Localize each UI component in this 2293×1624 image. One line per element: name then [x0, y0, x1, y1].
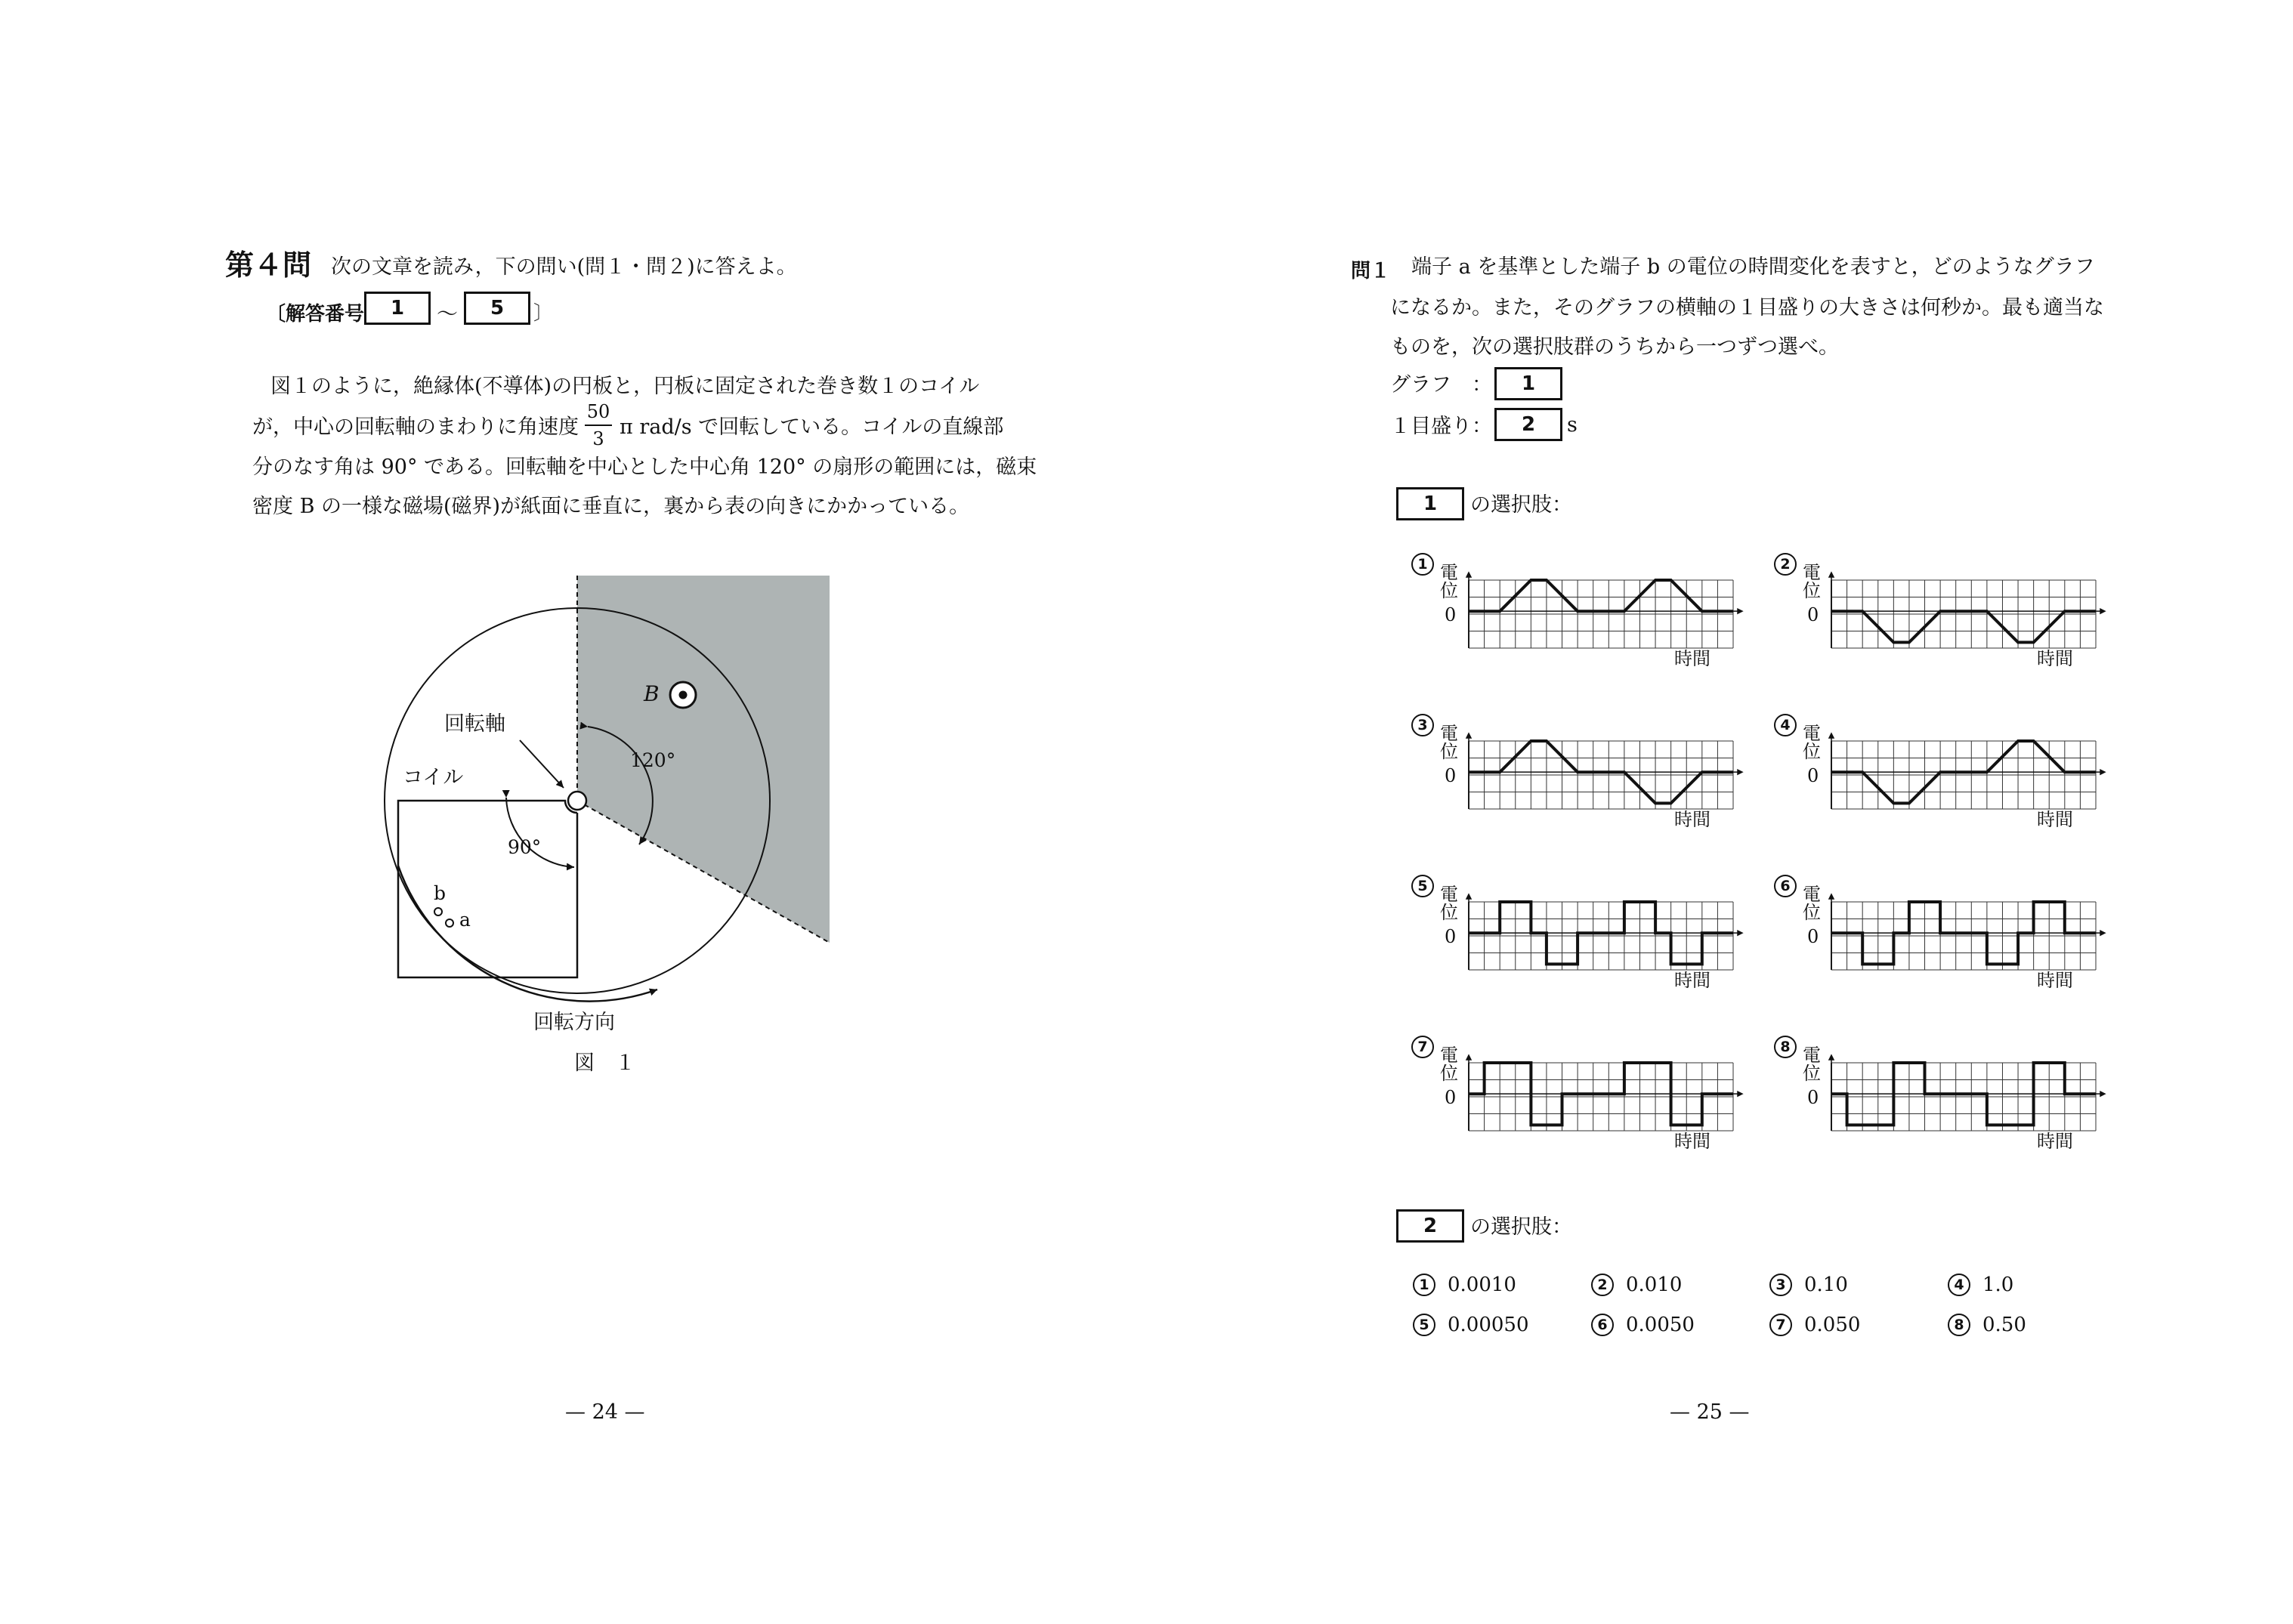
- choices1-box: 1: [1396, 487, 1464, 520]
- graph-x-label: 時間: [1674, 809, 1710, 830]
- graph-x-label: 時間: [1674, 648, 1710, 669]
- label-terminal-b: b: [434, 882, 447, 904]
- graph-plot: [1411, 875, 1766, 1003]
- graph-zero-label: 0: [1807, 926, 1819, 947]
- graph-y-label-2: 位: [1440, 741, 1458, 762]
- graph-y-label-1: 電: [1803, 1045, 1821, 1066]
- graph-y-label-1: 電: [1440, 562, 1458, 583]
- graph-answer-box: 1: [1494, 367, 1562, 400]
- graph-y-label-1: 電: [1803, 562, 1821, 583]
- graph-x-label: 時間: [2037, 1131, 2073, 1152]
- page-number-left: — 24 —: [565, 1400, 645, 1424]
- answer-range-close: 〕: [533, 302, 554, 325]
- graph-x-label: 時間: [2037, 809, 2073, 830]
- answer-box-5: 5: [464, 292, 530, 325]
- waveform: [1831, 611, 2096, 642]
- scale-unit: s: [1567, 413, 1578, 437]
- scale-option-value: 0.50: [1982, 1314, 2026, 1336]
- graph-zero-label: 0: [1445, 604, 1457, 625]
- scale-option-value: 0.010: [1626, 1274, 1683, 1296]
- graph-plot: [1774, 875, 2129, 1003]
- graph-option-4: [1774, 714, 2129, 842]
- graph-x-label: 時間: [1674, 1131, 1710, 1152]
- scale-option-number: 2: [1591, 1274, 1614, 1296]
- scale-answer-label: １目盛り：: [1390, 415, 1492, 438]
- graph-option-2: [1774, 553, 2129, 681]
- graph-y-label-2: 位: [1440, 902, 1458, 923]
- graph-x-label: 時間: [2037, 648, 2073, 669]
- scale-option-number: 5: [1413, 1314, 1435, 1336]
- graph-zero-label: 0: [1445, 926, 1457, 947]
- graph-zero-label: 0: [1807, 1087, 1819, 1108]
- body-line-1: 図１のように，絶縁体(不導体)の円板と，円板に固定された巻き数１のコイル: [270, 375, 980, 398]
- scale-option-number: 3: [1769, 1274, 1792, 1296]
- scale-option-value: 0.0050: [1626, 1314, 1695, 1336]
- label-terminal-a: a: [459, 909, 471, 931]
- graph-y-label-2: 位: [1803, 902, 1821, 923]
- scale-option-value: 0.10: [1804, 1274, 1848, 1296]
- figure-caption: 図 １: [574, 1051, 635, 1075]
- graph-y-label-2: 位: [1803, 580, 1821, 601]
- graph-y-label-1: 電: [1803, 723, 1821, 744]
- answer-range-tilde: 〜: [437, 301, 459, 326]
- label-angle-90: 90°: [508, 836, 542, 858]
- graph-plot: [1774, 553, 2129, 681]
- graph-option-number: 6: [1774, 875, 1797, 897]
- scale-option-value: 0.050: [1804, 1314, 1861, 1336]
- terminal-b: [434, 908, 442, 915]
- graph-option-number: 5: [1411, 875, 1434, 897]
- waveform: [1469, 580, 1733, 611]
- graph-y-label-2: 位: [1803, 1063, 1821, 1084]
- label-rotation-direction: 回転方向: [533, 1011, 615, 1034]
- answer-range-open: 〔解答番号: [266, 303, 365, 326]
- fraction-denominator: 3: [592, 428, 604, 449]
- graph-y-label-2: 位: [1440, 1063, 1458, 1084]
- graph-zero-label: 0: [1445, 765, 1457, 786]
- graph-option-number: 7: [1411, 1036, 1434, 1058]
- graph-option-number: 1: [1411, 553, 1434, 576]
- graph-option-number: 8: [1774, 1036, 1797, 1058]
- body-line-4: 密度 B の一様な磁場(磁界)が紙面に垂直に，裏から表の向きにかかっている。: [252, 495, 970, 518]
- scale-option-value: 0.00050: [1448, 1314, 1529, 1336]
- graph-plot: [1411, 714, 1766, 842]
- magnetic-field-region: [577, 576, 830, 943]
- terminal-a: [446, 919, 453, 927]
- graph-zero-label: 0: [1445, 1087, 1457, 1108]
- graph-y-label-1: 電: [1440, 1045, 1458, 1066]
- graph-x-label: 時間: [2037, 970, 2073, 991]
- scale-option-number: 6: [1591, 1314, 1614, 1336]
- graph-x-label: 時間: [1674, 970, 1710, 991]
- graph-option-6: [1774, 875, 2129, 1003]
- fraction-numerator: 50: [586, 401, 610, 422]
- answer-box-1: 1: [364, 292, 431, 325]
- graph-y-label-2: 位: [1803, 741, 1821, 762]
- q1-label: 問１: [1351, 260, 1391, 283]
- graph-plot: [1774, 714, 2129, 842]
- scale-answer-box: 2: [1494, 408, 1562, 441]
- choices2-box: 2: [1396, 1209, 1464, 1243]
- graph-y-label-1: 電: [1440, 723, 1458, 744]
- graph-option-number: 4: [1774, 714, 1797, 736]
- scale-option-value: 0.0010: [1448, 1274, 1516, 1296]
- b-field-dot: [679, 691, 688, 699]
- scale-option-number: 1: [1413, 1274, 1435, 1296]
- label-rotation-axis: 回転軸: [444, 712, 505, 736]
- graph-option-number: 2: [1774, 553, 1797, 576]
- graph-plot: [1411, 553, 1766, 681]
- graph-option-3: [1411, 714, 1766, 842]
- scale-option-value: 1.0: [1982, 1274, 2014, 1296]
- rotation-axis: [568, 792, 586, 810]
- graph-y-label-2: 位: [1440, 580, 1458, 601]
- graph-answer-label: グラフ ：: [1390, 373, 1492, 397]
- label-B: B: [644, 681, 660, 706]
- graph-option-5: [1411, 875, 1766, 1003]
- choices1-label: の選択肢：: [1470, 493, 1572, 517]
- graph-zero-label: 0: [1807, 604, 1819, 625]
- graph-y-label-1: 電: [1803, 884, 1821, 905]
- graph-plot: [1774, 1036, 2129, 1164]
- graph-option-1: [1411, 553, 1766, 681]
- q1-line-3: ものを，次の選択肢群のうちから一つずつ選べ。: [1390, 335, 1839, 359]
- question-heading: 第４問: [225, 249, 312, 282]
- body-line-3: 分のなす角は 90° である。回転軸を中心とした中心角 120° の扇形の範囲には，磁束: [252, 455, 1037, 479]
- graph-option-8: [1774, 1036, 2129, 1164]
- graph-option-7: [1411, 1036, 1766, 1164]
- graph-zero-label: 0: [1807, 765, 1819, 786]
- axis-pointer: [520, 740, 564, 788]
- label-coil: コイル: [403, 766, 464, 789]
- scale-option-number: 8: [1948, 1314, 1970, 1336]
- body-line-2a: が，中心の回転軸のまわりに角速度: [252, 415, 579, 439]
- q1-line-2: になるか。また，そのグラフの横軸の１目盛りの大きさは何秒か。最も適当な: [1390, 296, 2104, 320]
- graph-y-label-1: 電: [1440, 884, 1458, 905]
- graph-plot: [1411, 1036, 1766, 1164]
- coil: [398, 801, 577, 977]
- q1-line-1: 端子 a を基準とした端子 b の電位の時間変化を表すと，どのようなグラフ: [1411, 255, 2095, 279]
- body-line-2b: π rad/s で回転している。コイルの直線部: [620, 415, 1004, 439]
- question-intro: 次の文章を読み，下の問い(問１・問２)に答えよ。: [331, 255, 797, 279]
- graph-option-number: 3: [1411, 714, 1434, 736]
- scale-option-number: 7: [1769, 1314, 1792, 1336]
- label-angle-120: 120°: [630, 749, 676, 771]
- page-number-right: — 25 —: [1670, 1400, 1750, 1424]
- scale-option-number: 4: [1948, 1274, 1970, 1296]
- choices2-label: の選択肢：: [1470, 1215, 1572, 1239]
